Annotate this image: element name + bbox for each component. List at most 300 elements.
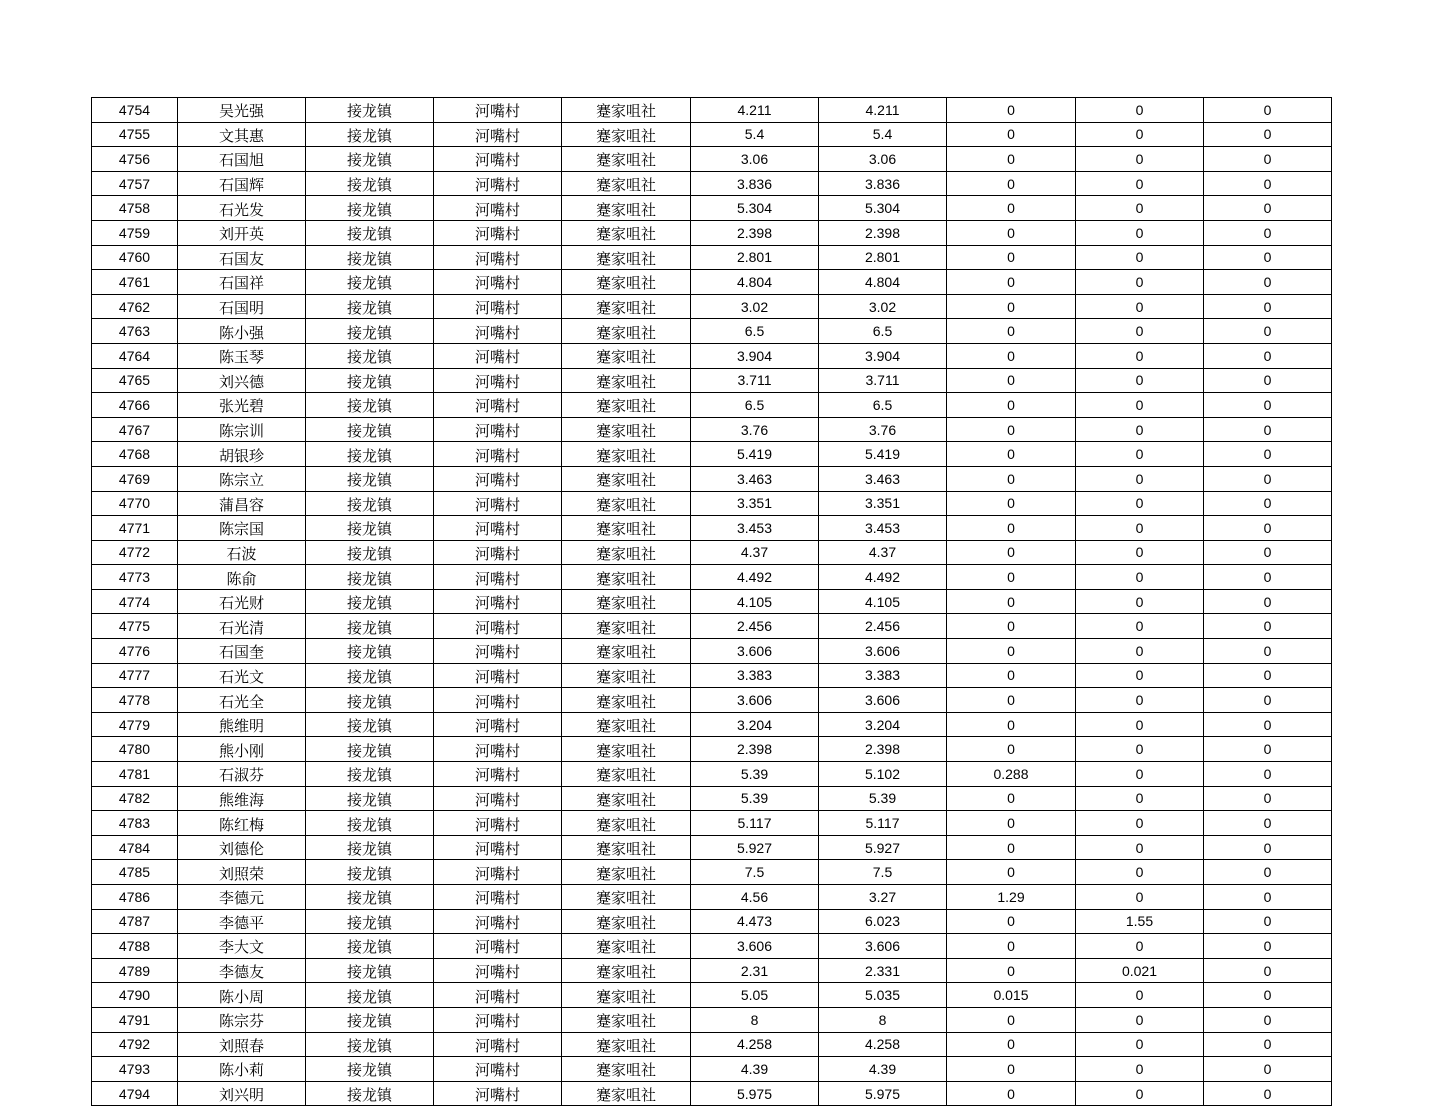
cell-village: 河嘴村 <box>434 196 562 221</box>
cell-value-e: 0 <box>1204 811 1332 836</box>
cell-value-b: 4.492 <box>819 565 947 590</box>
cell-value-b: 6.5 <box>819 393 947 418</box>
cell-value-a: 4.258 <box>691 1032 819 1057</box>
cell-value-a: 8 <box>691 1007 819 1032</box>
cell-value-d: 0 <box>1076 688 1204 713</box>
cell-village: 河嘴村 <box>434 1007 562 1032</box>
cell-name: 石国奎 <box>178 639 306 664</box>
cell-value-d: 0 <box>1076 442 1204 467</box>
cell-group: 蹇家咀社 <box>562 1032 691 1057</box>
cell-village: 河嘴村 <box>434 393 562 418</box>
table-row <box>92 1081 1332 1106</box>
cell-value-c: 0.288 <box>947 762 1076 787</box>
cell-value-c: 0 <box>947 98 1076 123</box>
cell-town: 接龙镇 <box>306 983 434 1008</box>
table-row <box>92 1057 1332 1082</box>
cell-value-d: 0 <box>1076 786 1204 811</box>
table-row <box>92 343 1332 368</box>
cell-value-b: 5.927 <box>819 835 947 860</box>
cell-value-c: 0 <box>947 737 1076 762</box>
cell-value-c: 0 <box>947 147 1076 172</box>
cell-town: 接龙镇 <box>306 466 434 491</box>
cell-row-id: 4758 <box>92 196 178 221</box>
cell-value-e: 0 <box>1204 1032 1332 1057</box>
cell-value-b: 5.117 <box>819 811 947 836</box>
cell-value-d: 0 <box>1076 983 1204 1008</box>
cell-value-c: 0 <box>947 958 1076 983</box>
cell-value-d: 0 <box>1076 1032 1204 1057</box>
cell-value-d: 0 <box>1076 196 1204 221</box>
cell-town: 接龙镇 <box>306 442 434 467</box>
table-row <box>92 393 1332 418</box>
cell-group: 蹇家咀社 <box>562 639 691 664</box>
cell-value-a: 4.492 <box>691 565 819 590</box>
table-row <box>92 319 1332 344</box>
cell-village: 河嘴村 <box>434 466 562 491</box>
cell-town: 接龙镇 <box>306 762 434 787</box>
cell-name: 熊小刚 <box>178 737 306 762</box>
cell-value-b: 5.975 <box>819 1081 947 1106</box>
cell-village: 河嘴村 <box>434 614 562 639</box>
cell-value-a: 3.836 <box>691 171 819 196</box>
cell-value-a: 3.453 <box>691 516 819 541</box>
spreadsheet-page <box>91 97 1332 1106</box>
cell-value-c: 0 <box>947 663 1076 688</box>
cell-name: 李德元 <box>178 885 306 910</box>
cell-town: 接龙镇 <box>306 147 434 172</box>
cell-value-b: 3.383 <box>819 663 947 688</box>
cell-value-a: 5.419 <box>691 442 819 467</box>
cell-value-b: 4.804 <box>819 270 947 295</box>
cell-town: 接龙镇 <box>306 98 434 123</box>
cell-name: 陈宗芬 <box>178 1007 306 1032</box>
cell-row-id: 4768 <box>92 442 178 467</box>
cell-value-d: 0 <box>1076 885 1204 910</box>
cell-town: 接龙镇 <box>306 393 434 418</box>
cell-name: 陈俞 <box>178 565 306 590</box>
cell-value-b: 2.331 <box>819 958 947 983</box>
cell-town: 接龙镇 <box>306 1081 434 1106</box>
cell-village: 河嘴村 <box>434 885 562 910</box>
cell-row-id: 4770 <box>92 491 178 516</box>
cell-value-e: 0 <box>1204 171 1332 196</box>
cell-value-b: 3.606 <box>819 688 947 713</box>
cell-town: 接龙镇 <box>306 1032 434 1057</box>
cell-village: 河嘴村 <box>434 589 562 614</box>
cell-value-d: 0 <box>1076 417 1204 442</box>
cell-value-c: 0 <box>947 1057 1076 1082</box>
cell-village: 河嘴村 <box>434 171 562 196</box>
cell-village: 河嘴村 <box>434 442 562 467</box>
cell-value-d: 0 <box>1076 294 1204 319</box>
cell-name: 陈小周 <box>178 983 306 1008</box>
cell-village: 河嘴村 <box>434 294 562 319</box>
cell-name: 刘照春 <box>178 1032 306 1057</box>
cell-value-e: 0 <box>1204 958 1332 983</box>
data-table <box>91 97 1332 1106</box>
cell-value-e: 0 <box>1204 245 1332 270</box>
cell-town: 接龙镇 <box>306 663 434 688</box>
cell-village: 河嘴村 <box>434 417 562 442</box>
table-row <box>92 860 1332 885</box>
cell-value-c: 0 <box>947 466 1076 491</box>
cell-row-id: 4757 <box>92 171 178 196</box>
cell-village: 河嘴村 <box>434 122 562 147</box>
cell-value-d: 0 <box>1076 811 1204 836</box>
cell-town: 接龙镇 <box>306 737 434 762</box>
cell-value-c: 0 <box>947 270 1076 295</box>
cell-row-id: 4781 <box>92 762 178 787</box>
cell-value-b: 4.37 <box>819 540 947 565</box>
cell-group: 蹇家咀社 <box>562 1057 691 1082</box>
cell-value-a: 4.105 <box>691 589 819 614</box>
cell-value-e: 0 <box>1204 983 1332 1008</box>
cell-group: 蹇家咀社 <box>562 319 691 344</box>
cell-village: 河嘴村 <box>434 639 562 664</box>
cell-value-e: 0 <box>1204 442 1332 467</box>
cell-name: 李德平 <box>178 909 306 934</box>
cell-group: 蹇家咀社 <box>562 1081 691 1106</box>
table-row <box>92 491 1332 516</box>
cell-value-b: 5.4 <box>819 122 947 147</box>
cell-town: 接龙镇 <box>306 294 434 319</box>
cell-value-c: 0 <box>947 934 1076 959</box>
cell-value-d: 0 <box>1076 614 1204 639</box>
cell-value-e: 0 <box>1204 639 1332 664</box>
cell-group: 蹇家咀社 <box>562 442 691 467</box>
cell-row-id: 4756 <box>92 147 178 172</box>
cell-value-d: 0 <box>1076 639 1204 664</box>
cell-value-b: 3.02 <box>819 294 947 319</box>
cell-value-c: 0 <box>947 614 1076 639</box>
table-row <box>92 466 1332 491</box>
cell-value-d: 0 <box>1076 245 1204 270</box>
cell-row-id: 4769 <box>92 466 178 491</box>
cell-group: 蹇家咀社 <box>562 122 691 147</box>
cell-value-c: 0 <box>947 540 1076 565</box>
table-row <box>92 417 1332 442</box>
cell-value-d: 0 <box>1076 737 1204 762</box>
cell-value-a: 2.398 <box>691 220 819 245</box>
cell-town: 接龙镇 <box>306 1007 434 1032</box>
cell-value-a: 3.606 <box>691 639 819 664</box>
cell-row-id: 4771 <box>92 516 178 541</box>
cell-value-c: 0 <box>947 811 1076 836</box>
cell-value-e: 0 <box>1204 270 1332 295</box>
cell-value-e: 0 <box>1204 343 1332 368</box>
cell-value-b: 4.258 <box>819 1032 947 1057</box>
cell-village: 河嘴村 <box>434 909 562 934</box>
cell-village: 河嘴村 <box>434 934 562 959</box>
cell-value-d: 0 <box>1076 663 1204 688</box>
cell-value-c: 0 <box>947 368 1076 393</box>
cell-value-a: 5.39 <box>691 762 819 787</box>
table-row <box>92 1032 1332 1057</box>
cell-village: 河嘴村 <box>434 270 562 295</box>
cell-name: 熊维海 <box>178 786 306 811</box>
cell-village: 河嘴村 <box>434 958 562 983</box>
cell-name: 陈宗立 <box>178 466 306 491</box>
cell-name: 胡银珍 <box>178 442 306 467</box>
table-row <box>92 762 1332 787</box>
table-row <box>92 614 1332 639</box>
cell-value-e: 0 <box>1204 589 1332 614</box>
cell-value-c: 0 <box>947 639 1076 664</box>
cell-value-a: 2.31 <box>691 958 819 983</box>
cell-row-id: 4767 <box>92 417 178 442</box>
cell-village: 河嘴村 <box>434 983 562 1008</box>
cell-row-id: 4779 <box>92 712 178 737</box>
cell-name: 陈玉琴 <box>178 343 306 368</box>
table-row <box>92 835 1332 860</box>
cell-value-b: 2.398 <box>819 220 947 245</box>
cell-group: 蹇家咀社 <box>562 516 691 541</box>
cell-row-id: 4780 <box>92 737 178 762</box>
cell-town: 接龙镇 <box>306 860 434 885</box>
cell-value-e: 0 <box>1204 909 1332 934</box>
cell-village: 河嘴村 <box>434 565 562 590</box>
cell-town: 接龙镇 <box>306 958 434 983</box>
cell-value-e: 0 <box>1204 860 1332 885</box>
cell-value-a: 3.02 <box>691 294 819 319</box>
table-row <box>92 196 1332 221</box>
cell-value-a: 4.56 <box>691 885 819 910</box>
cell-value-a: 6.5 <box>691 319 819 344</box>
cell-value-b: 3.606 <box>819 934 947 959</box>
cell-group: 蹇家咀社 <box>562 491 691 516</box>
cell-row-id: 4794 <box>92 1081 178 1106</box>
cell-value-d: 0 <box>1076 934 1204 959</box>
cell-value-a: 5.05 <box>691 983 819 1008</box>
cell-town: 接龙镇 <box>306 1057 434 1082</box>
cell-village: 河嘴村 <box>434 98 562 123</box>
cell-value-b: 3.836 <box>819 171 947 196</box>
cell-value-a: 3.606 <box>691 688 819 713</box>
cell-name: 石光文 <box>178 663 306 688</box>
cell-value-c: 0 <box>947 712 1076 737</box>
cell-value-e: 0 <box>1204 122 1332 147</box>
cell-value-c: 0 <box>947 319 1076 344</box>
cell-value-e: 0 <box>1204 712 1332 737</box>
cell-value-e: 0 <box>1204 786 1332 811</box>
cell-value-a: 2.398 <box>691 737 819 762</box>
table-row <box>92 245 1332 270</box>
cell-group: 蹇家咀社 <box>562 343 691 368</box>
cell-group: 蹇家咀社 <box>562 737 691 762</box>
cell-value-b: 5.39 <box>819 786 947 811</box>
cell-village: 河嘴村 <box>434 737 562 762</box>
cell-value-c: 0 <box>947 171 1076 196</box>
cell-value-c: 0 <box>947 122 1076 147</box>
cell-value-d: 0 <box>1076 220 1204 245</box>
cell-row-id: 4766 <box>92 393 178 418</box>
cell-name: 吴光强 <box>178 98 306 123</box>
cell-group: 蹇家咀社 <box>562 958 691 983</box>
cell-value-a: 5.975 <box>691 1081 819 1106</box>
cell-group: 蹇家咀社 <box>562 663 691 688</box>
table-row <box>92 934 1332 959</box>
cell-name: 刘开英 <box>178 220 306 245</box>
cell-village: 河嘴村 <box>434 688 562 713</box>
cell-group: 蹇家咀社 <box>562 393 691 418</box>
cell-group: 蹇家咀社 <box>562 196 691 221</box>
cell-town: 接龙镇 <box>306 934 434 959</box>
cell-village: 河嘴村 <box>434 663 562 688</box>
cell-row-id: 4784 <box>92 835 178 860</box>
cell-value-b: 3.76 <box>819 417 947 442</box>
table-row <box>92 712 1332 737</box>
cell-value-d: 0 <box>1076 712 1204 737</box>
cell-value-b: 4.39 <box>819 1057 947 1082</box>
cell-name: 石国明 <box>178 294 306 319</box>
cell-village: 河嘴村 <box>434 147 562 172</box>
cell-name: 石光全 <box>178 688 306 713</box>
cell-town: 接龙镇 <box>306 122 434 147</box>
cell-value-d: 0 <box>1076 835 1204 860</box>
cell-name: 石光发 <box>178 196 306 221</box>
cell-town: 接龙镇 <box>306 885 434 910</box>
cell-value-d: 0 <box>1076 319 1204 344</box>
table-row <box>92 147 1332 172</box>
table-row <box>92 122 1332 147</box>
cell-group: 蹇家咀社 <box>562 466 691 491</box>
cell-value-e: 0 <box>1204 737 1332 762</box>
cell-row-id: 4755 <box>92 122 178 147</box>
cell-value-c: 0 <box>947 343 1076 368</box>
cell-row-id: 4774 <box>92 589 178 614</box>
cell-value-a: 3.606 <box>691 934 819 959</box>
cell-name: 石波 <box>178 540 306 565</box>
table-row <box>92 639 1332 664</box>
cell-value-b: 5.419 <box>819 442 947 467</box>
cell-row-id: 4790 <box>92 983 178 1008</box>
cell-value-d: 0 <box>1076 540 1204 565</box>
table-row <box>92 516 1332 541</box>
cell-value-e: 0 <box>1204 147 1332 172</box>
cell-value-c: 0 <box>947 516 1076 541</box>
cell-town: 接龙镇 <box>306 171 434 196</box>
cell-village: 河嘴村 <box>434 540 562 565</box>
cell-name: 刘兴德 <box>178 368 306 393</box>
cell-value-a: 3.904 <box>691 343 819 368</box>
cell-value-d: 0 <box>1076 270 1204 295</box>
cell-value-a: 3.463 <box>691 466 819 491</box>
cell-value-c: 0 <box>947 220 1076 245</box>
cell-value-a: 5.927 <box>691 835 819 860</box>
cell-name: 刘兴明 <box>178 1081 306 1106</box>
cell-group: 蹇家咀社 <box>562 811 691 836</box>
cell-value-e: 0 <box>1204 835 1332 860</box>
cell-group: 蹇家咀社 <box>562 1007 691 1032</box>
cell-row-id: 4785 <box>92 860 178 885</box>
table-row <box>92 270 1332 295</box>
cell-value-d: 1.55 <box>1076 909 1204 934</box>
cell-name: 蒲昌容 <box>178 491 306 516</box>
table-row <box>92 294 1332 319</box>
cell-village: 河嘴村 <box>434 516 562 541</box>
cell-row-id: 4793 <box>92 1057 178 1082</box>
cell-value-d: 0.021 <box>1076 958 1204 983</box>
cell-row-id: 4764 <box>92 343 178 368</box>
cell-name: 李大文 <box>178 934 306 959</box>
cell-value-c: 0 <box>947 860 1076 885</box>
cell-name: 石淑芬 <box>178 762 306 787</box>
cell-value-d: 0 <box>1076 466 1204 491</box>
cell-row-id: 4777 <box>92 663 178 688</box>
cell-village: 河嘴村 <box>434 1057 562 1082</box>
cell-town: 接龙镇 <box>306 688 434 713</box>
cell-value-b: 2.456 <box>819 614 947 639</box>
cell-village: 河嘴村 <box>434 343 562 368</box>
cell-value-a: 4.39 <box>691 1057 819 1082</box>
cell-name: 陈宗国 <box>178 516 306 541</box>
cell-town: 接龙镇 <box>306 196 434 221</box>
cell-value-c: 0 <box>947 393 1076 418</box>
cell-group: 蹇家咀社 <box>562 909 691 934</box>
cell-value-d: 0 <box>1076 368 1204 393</box>
cell-value-a: 4.211 <box>691 98 819 123</box>
cell-village: 河嘴村 <box>434 712 562 737</box>
cell-value-c: 0 <box>947 589 1076 614</box>
table-row <box>92 663 1332 688</box>
cell-town: 接龙镇 <box>306 565 434 590</box>
cell-village: 河嘴村 <box>434 811 562 836</box>
cell-value-c: 0 <box>947 688 1076 713</box>
cell-value-c: 0 <box>947 491 1076 516</box>
cell-value-e: 0 <box>1204 466 1332 491</box>
cell-value-a: 3.06 <box>691 147 819 172</box>
cell-value-a: 5.117 <box>691 811 819 836</box>
cell-value-c: 0 <box>947 909 1076 934</box>
cell-value-d: 0 <box>1076 343 1204 368</box>
cell-town: 接龙镇 <box>306 589 434 614</box>
cell-value-a: 2.801 <box>691 245 819 270</box>
cell-name: 石光清 <box>178 614 306 639</box>
cell-group: 蹇家咀社 <box>562 860 691 885</box>
cell-value-c: 1.29 <box>947 885 1076 910</box>
cell-name: 李德友 <box>178 958 306 983</box>
table-row <box>92 442 1332 467</box>
cell-value-a: 5.4 <box>691 122 819 147</box>
cell-village: 河嘴村 <box>434 1032 562 1057</box>
cell-value-a: 2.456 <box>691 614 819 639</box>
cell-row-id: 4762 <box>92 294 178 319</box>
cell-town: 接龙镇 <box>306 343 434 368</box>
cell-value-b: 3.06 <box>819 147 947 172</box>
cell-row-id: 4782 <box>92 786 178 811</box>
cell-value-c: 0 <box>947 1007 1076 1032</box>
cell-value-b: 3.463 <box>819 466 947 491</box>
cell-town: 接龙镇 <box>306 319 434 344</box>
cell-name: 陈宗训 <box>178 417 306 442</box>
cell-value-a: 6.5 <box>691 393 819 418</box>
cell-row-id: 4759 <box>92 220 178 245</box>
cell-value-b: 5.304 <box>819 196 947 221</box>
cell-village: 河嘴村 <box>434 220 562 245</box>
cell-value-a: 4.37 <box>691 540 819 565</box>
cell-town: 接龙镇 <box>306 245 434 270</box>
cell-town: 接龙镇 <box>306 491 434 516</box>
cell-name: 刘德伦 <box>178 835 306 860</box>
cell-name: 陈小莉 <box>178 1057 306 1082</box>
cell-value-e: 0 <box>1204 1081 1332 1106</box>
cell-row-id: 4775 <box>92 614 178 639</box>
cell-value-e: 0 <box>1204 663 1332 688</box>
cell-value-c: 0 <box>947 294 1076 319</box>
cell-value-d: 0 <box>1076 147 1204 172</box>
cell-value-c: 0 <box>947 786 1076 811</box>
cell-value-d: 0 <box>1076 589 1204 614</box>
